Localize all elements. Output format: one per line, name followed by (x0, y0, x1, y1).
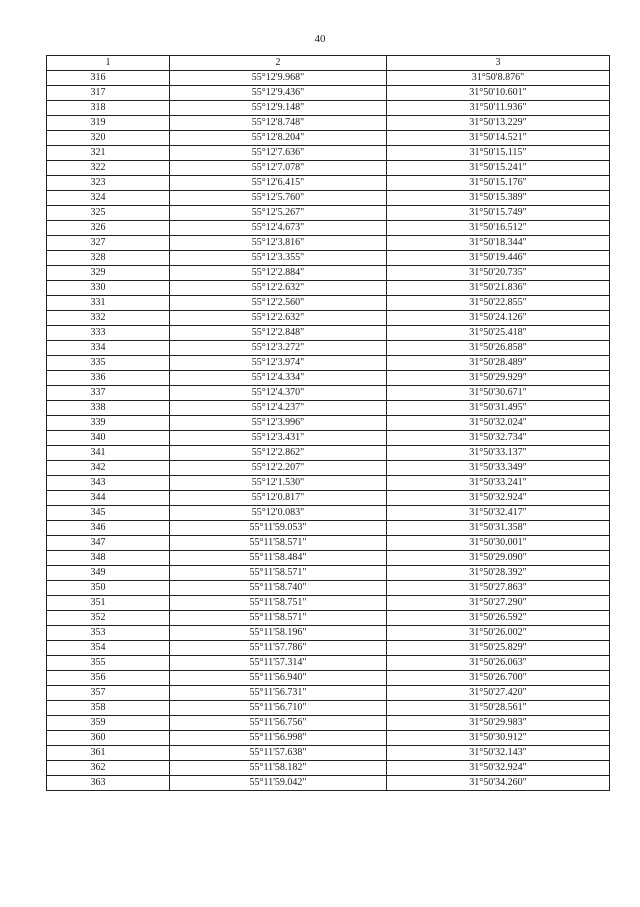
latitude-cell: 55°11'58.751" (170, 596, 387, 611)
longitude-cell: 31°50'27.863" (387, 581, 610, 596)
point-number-cell: 355 (47, 656, 170, 671)
point-number-cell: 346 (47, 521, 170, 536)
latitude-cell: 55°12'2.632" (170, 281, 387, 296)
longitude-cell: 31°50'18.344" (387, 236, 610, 251)
latitude-cell: 55°12'9.968" (170, 71, 387, 86)
latitude-cell: 55°11'58.182" (170, 761, 387, 776)
table-row (47, 101, 610, 116)
table-row (47, 386, 610, 401)
point-number-cell: 347 (47, 536, 170, 551)
longitude-cell: 31°50'30.912" (387, 731, 610, 746)
table-row (47, 341, 610, 356)
point-number-cell: 357 (47, 686, 170, 701)
longitude-cell: 31°50'26.002" (387, 626, 610, 641)
latitude-cell: 55°11'58.571" (170, 611, 387, 626)
longitude-cell: 31°50'14.521" (387, 131, 610, 146)
longitude-cell: 31°50'24.126" (387, 311, 610, 326)
longitude-cell: 31°50'28.392" (387, 566, 610, 581)
latitude-cell: 55°12'2.632" (170, 311, 387, 326)
table-row (47, 686, 610, 701)
table-row (47, 281, 610, 296)
table-row (47, 491, 610, 506)
point-number-cell: 326 (47, 221, 170, 236)
table-row (47, 371, 610, 386)
latitude-cell: 55°12'4.370" (170, 386, 387, 401)
point-number-cell: 322 (47, 161, 170, 176)
point-number-cell: 332 (47, 311, 170, 326)
table-row (47, 311, 610, 326)
latitude-cell: 55°12'9.436" (170, 86, 387, 101)
longitude-cell: 31°50'15.241" (387, 161, 610, 176)
table-header-row (47, 56, 610, 71)
latitude-cell: 55°12'2.207" (170, 461, 387, 476)
longitude-cell: 31°50'29.090" (387, 551, 610, 566)
longitude-cell: 31°50'31.358" (387, 521, 610, 536)
table-row (47, 176, 610, 191)
point-number-cell: 317 (47, 86, 170, 101)
latitude-cell: 55°12'4.237" (170, 401, 387, 416)
longitude-cell: 31°50'32.417" (387, 506, 610, 521)
latitude-cell: 55°12'8.204" (170, 131, 387, 146)
latitude-cell: 55°12'4.334" (170, 371, 387, 386)
column-header-2: 2 (170, 56, 387, 71)
longitude-cell: 31°50'25.829" (387, 641, 610, 656)
longitude-cell: 31°50'15.115" (387, 146, 610, 161)
table-row (47, 761, 610, 776)
point-number-cell: 352 (47, 611, 170, 626)
table-row (47, 446, 610, 461)
latitude-cell: 55°12'0.083" (170, 506, 387, 521)
longitude-cell: 31°50'29.983" (387, 716, 610, 731)
table-row (47, 116, 610, 131)
latitude-cell: 55°11'56.756" (170, 716, 387, 731)
longitude-cell: 31°50'11.936" (387, 101, 610, 116)
latitude-cell: 55°12'2.884" (170, 266, 387, 281)
table-row (47, 221, 610, 236)
point-number-cell: 360 (47, 731, 170, 746)
point-number-cell: 345 (47, 506, 170, 521)
longitude-cell: 31°50'31.495" (387, 401, 610, 416)
table-row (47, 356, 610, 371)
point-number-cell: 342 (47, 461, 170, 476)
latitude-cell: 55°12'2.862" (170, 446, 387, 461)
longitude-cell: 31°50'32.143" (387, 746, 610, 761)
latitude-cell: 55°12'0.817" (170, 491, 387, 506)
longitude-cell: 31°50'20.735" (387, 266, 610, 281)
longitude-cell: 31°50'19.446" (387, 251, 610, 266)
point-number-cell: 331 (47, 296, 170, 311)
latitude-cell: 55°11'57.638" (170, 746, 387, 761)
point-number-cell: 316 (47, 71, 170, 86)
table-row (47, 476, 610, 491)
table-row (47, 296, 610, 311)
longitude-cell: 31°50'16.512" (387, 221, 610, 236)
table-row (47, 236, 610, 251)
point-number-cell: 350 (47, 581, 170, 596)
point-number-cell: 323 (47, 176, 170, 191)
table-row (47, 431, 610, 446)
longitude-cell: 31°50'26.063" (387, 656, 610, 671)
table-row (47, 401, 610, 416)
latitude-cell: 55°12'3.816" (170, 236, 387, 251)
latitude-cell: 55°12'2.848" (170, 326, 387, 341)
point-number-cell: 340 (47, 431, 170, 446)
latitude-cell: 55°12'5.760" (170, 191, 387, 206)
longitude-cell: 31°50'25.418" (387, 326, 610, 341)
longitude-cell: 31°50'28.561" (387, 701, 610, 716)
latitude-cell: 55°12'9.148" (170, 101, 387, 116)
latitude-cell: 55°12'8.748" (170, 116, 387, 131)
longitude-cell: 31°50'28.489" (387, 356, 610, 371)
latitude-cell: 55°12'5.267" (170, 206, 387, 221)
point-number-cell: 351 (47, 596, 170, 611)
longitude-cell: 31°50'13.229" (387, 116, 610, 131)
latitude-cell: 55°11'56.998" (170, 731, 387, 746)
point-number-cell: 335 (47, 356, 170, 371)
table-row (47, 191, 610, 206)
latitude-cell: 55°11'58.571" (170, 566, 387, 581)
table-row (47, 326, 610, 341)
point-number-cell: 334 (47, 341, 170, 356)
latitude-cell: 55°11'58.571" (170, 536, 387, 551)
longitude-cell: 31°50'30.671" (387, 386, 610, 401)
latitude-cell: 55°11'57.786" (170, 641, 387, 656)
table-row (47, 701, 610, 716)
table-row (47, 461, 610, 476)
page-number: 40 (314, 33, 326, 45)
point-number-cell: 358 (47, 701, 170, 716)
table-row (47, 596, 610, 611)
point-number-cell: 337 (47, 386, 170, 401)
table-row (47, 266, 610, 281)
longitude-cell: 31°50'32.024" (387, 416, 610, 431)
longitude-cell: 31°50'27.420" (387, 686, 610, 701)
longitude-cell: 31°50'26.858" (387, 341, 610, 356)
table-row (47, 521, 610, 536)
longitude-cell: 31°50'21.836" (387, 281, 610, 296)
point-number-cell: 348 (47, 551, 170, 566)
latitude-cell: 55°12'6.415" (170, 176, 387, 191)
latitude-cell: 55°12'3.431" (170, 431, 387, 446)
table-body (47, 71, 610, 791)
table-row (47, 86, 610, 101)
latitude-cell: 55°12'2.560" (170, 296, 387, 311)
point-number-cell: 324 (47, 191, 170, 206)
table-row (47, 206, 610, 221)
latitude-cell: 55°11'59.042" (170, 776, 387, 791)
table-row (47, 251, 610, 266)
longitude-cell: 31°50'33.349" (387, 461, 610, 476)
point-number-cell: 329 (47, 266, 170, 281)
longitude-cell: 31°50'8.876" (387, 71, 610, 86)
column-header-1: 1 (47, 56, 170, 71)
table-row (47, 506, 610, 521)
longitude-cell: 31°50'26.592" (387, 611, 610, 626)
longitude-cell: 31°50'32.924" (387, 761, 610, 776)
table-row (47, 776, 610, 791)
point-number-cell: 321 (47, 146, 170, 161)
longitude-cell: 31°50'32.924" (387, 491, 610, 506)
latitude-cell: 55°11'58.196" (170, 626, 387, 641)
latitude-cell: 55°12'1.530" (170, 476, 387, 491)
longitude-cell: 31°50'10.601" (387, 86, 610, 101)
table-row (47, 626, 610, 641)
table-row (47, 671, 610, 686)
latitude-cell: 55°12'7.078" (170, 161, 387, 176)
point-number-cell: 325 (47, 206, 170, 221)
point-number-cell: 361 (47, 746, 170, 761)
point-number-cell: 344 (47, 491, 170, 506)
table-row (47, 566, 610, 581)
point-number-cell: 318 (47, 101, 170, 116)
longitude-cell: 31°50'15.389" (387, 191, 610, 206)
point-number-cell: 333 (47, 326, 170, 341)
longitude-cell: 31°50'32.734" (387, 431, 610, 446)
point-number-cell: 336 (47, 371, 170, 386)
table-row (47, 71, 610, 86)
point-number-cell: 356 (47, 671, 170, 686)
latitude-cell: 55°11'56.731" (170, 686, 387, 701)
table-row (47, 731, 610, 746)
longitude-cell: 31°50'15.749" (387, 206, 610, 221)
column-header-3: 3 (387, 56, 610, 71)
point-number-cell: 349 (47, 566, 170, 581)
table-row (47, 611, 610, 626)
point-number-cell: 363 (47, 776, 170, 791)
longitude-cell: 31°50'22.855" (387, 296, 610, 311)
point-number-cell: 330 (47, 281, 170, 296)
latitude-cell: 55°11'58.740" (170, 581, 387, 596)
table-row (47, 656, 610, 671)
table-row (47, 641, 610, 656)
longitude-cell: 31°50'27.290" (387, 596, 610, 611)
table-row (47, 146, 610, 161)
table-row (47, 416, 610, 431)
point-number-cell: 327 (47, 236, 170, 251)
table-row (47, 161, 610, 176)
latitude-cell: 55°12'3.974" (170, 356, 387, 371)
point-number-cell: 341 (47, 446, 170, 461)
longitude-cell: 31°50'29.929" (387, 371, 610, 386)
point-number-cell: 339 (47, 416, 170, 431)
latitude-cell: 55°12'3.272" (170, 341, 387, 356)
longitude-cell: 31°50'34.260" (387, 776, 610, 791)
latitude-cell: 55°11'56.710" (170, 701, 387, 716)
point-number-cell: 354 (47, 641, 170, 656)
latitude-cell: 55°12'3.355" (170, 251, 387, 266)
table-row (47, 131, 610, 146)
latitude-cell: 55°11'59.053" (170, 521, 387, 536)
point-number-cell: 353 (47, 626, 170, 641)
table-row (47, 581, 610, 596)
table-row (47, 716, 610, 731)
latitude-cell: 55°11'57.314" (170, 656, 387, 671)
coordinates-table (46, 55, 610, 791)
table-row (47, 746, 610, 761)
longitude-cell: 31°50'30.001" (387, 536, 610, 551)
latitude-cell: 55°11'56.940" (170, 671, 387, 686)
point-number-cell: 359 (47, 716, 170, 731)
point-number-cell: 328 (47, 251, 170, 266)
point-number-cell: 320 (47, 131, 170, 146)
point-number-cell: 338 (47, 401, 170, 416)
point-number-cell: 362 (47, 761, 170, 776)
table-row (47, 536, 610, 551)
longitude-cell: 31°50'33.137" (387, 446, 610, 461)
longitude-cell: 31°50'26.700" (387, 671, 610, 686)
latitude-cell: 55°12'4.673" (170, 221, 387, 236)
point-number-cell: 319 (47, 116, 170, 131)
longitude-cell: 31°50'15.176" (387, 176, 610, 191)
latitude-cell: 55°11'58.484" (170, 551, 387, 566)
longitude-cell: 31°50'33.241" (387, 476, 610, 491)
table-row (47, 551, 610, 566)
point-number-cell: 343 (47, 476, 170, 491)
latitude-cell: 55°12'3.996" (170, 416, 387, 431)
latitude-cell: 55°12'7.636" (170, 146, 387, 161)
